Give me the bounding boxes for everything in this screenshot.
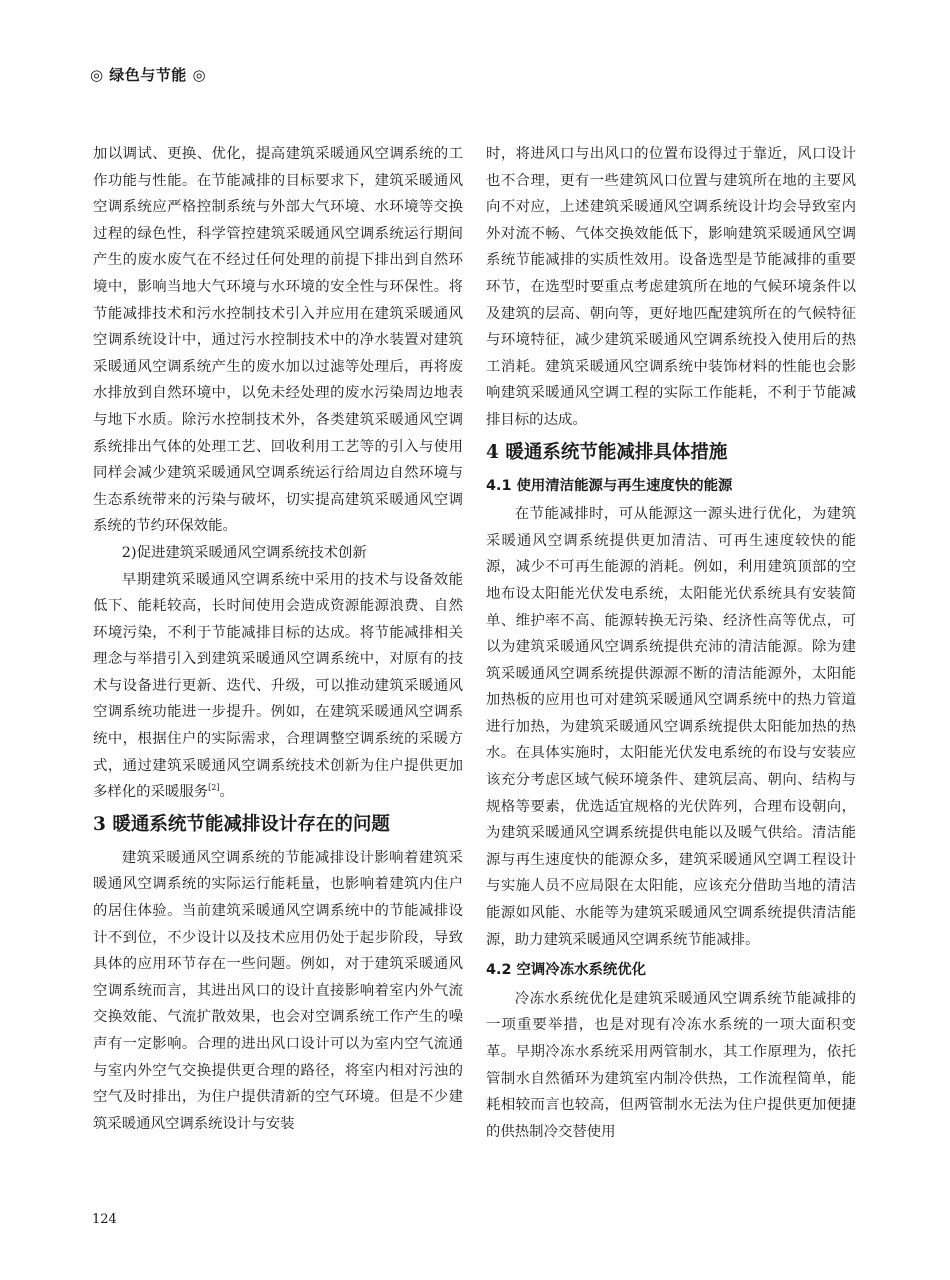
citation-ref[interactable]: [2] bbox=[208, 783, 220, 793]
paragraph-text: 早期建筑采暖通风空调系统中采用的技术与设备效能低下、能耗较高，长时间使用会造成资源能源浪费、自然环境污染，不利于节能减排目标的达成。将节能减排相关理念与举措引入到建筑采暖通风空调系统中，对原有的技术与设备进行更新、迭代、升级，可以推动建筑采暖通风空调系统功能进一步提升。例如，在建筑采暖通风空调系统中，根据住户的实际需求，合理调整空调系统的采暖方式，通过建筑采暖通风空调系统技术创新为住户提供更加多样化的采暖服务 bbox=[93, 571, 463, 801]
subsection-heading-4-1: 4.1 使用清洁能源与再生速度快的能源 bbox=[486, 477, 733, 494]
paragraph: 建筑采暖通风空调系统的节能减排设计影响着建筑采暖通风空调系统的实际运行能耗量，也影响着建筑内住户的居住体验。当前建筑采暖通风空调系统中的节能减排设计不到位，不少设计以及技术应用仍处于起步阶段，导致具体的应用环节存在一些问题。例如，对于建筑采暖通风空调系统而言，其进出风口的设计直接影响着室内外气流交换效能、气流扩散效果，也会对空调系统工作产生的噪声有一定影响。合理的进出风口设计可以为室内空气流通与室内外空气交换提供更合理的路径，将室内相对污浊的空气及时排出，为住户提供清新的空气环境。但是不少建筑采暖通风空调系统设计与安装 bbox=[93, 849, 463, 1132]
section-heading-4: 4 暖通系统节能减排具体措施 bbox=[486, 441, 728, 463]
subsection-heading-4-2: 4.2 空调冷冻水系统优化 bbox=[486, 962, 647, 979]
paragraph bbox=[93, 567, 463, 806]
section-heading-3: 3 暖通系统节能减排设计存在的问题 bbox=[93, 813, 390, 835]
paragraph: 时，将进风口与出风口的位置布设得过于靠近，风口设计也不合理，更有一些建筑风口位置与建筑所在地的主要风向不对应，上述建筑采暖通风空调系统设计均会导致室内外对流不畅、气体交换效能低下，影响建筑采暖通风空调系统节能减排的实质性效用。设备选型是节能减排的重要环节，在选型时要重点考虑建筑所在地的气候环境条件以及建筑的层高、朝向等，更好地匹配建筑所在的气候特征与环境特征，减少建筑采暖通风空调系统投入使用后的热工消耗。建筑采暖通风空调系统中装饰材料的性能也会影响建筑采暖通风空调工程的实际工作能耗，不利于节能减排目标的达成。 bbox=[486, 146, 856, 428]
page-number: 124 bbox=[92, 1212, 117, 1227]
paragraph: 在节能减排时，可从能源这一源头进行优化，为建筑采暖通风空调系统提供更加清洁、可再生速度较快的能源，减少不可再生能源的消耗。例如，利用建筑顶部的空地布设太阳能光伏发电系统，太阳能光伏系统具有安装简单、维护率不高、能源转换无污染、经济性高等优点，可以为建筑采暖通风空调系统提供充沛的清洁能源。除为建筑采暖通风空调系统提供源源不断的清洁能源外，太阳能加热板的应用也可对建筑采暖通风空调系统中的热力管道进行加热，为建筑采暖通风空调系统提供太阳能加热的热水。在具体实施时，太阳能光伏发电系统的布设与安装应该充分考虑区域气候环境条件、建筑层高、朝向、结构与规格等要素，优选适宜规格的光伏阵列，合理布设朝向，为建筑采暖通风空调系统提供电能以及暖气供给。清洁能源与再生速度快的能源众多，建筑采暖通风空调工程设计与实施人员不应局限在太阳能，应该充分借助当地的清洁能源如风能、水能等为建筑采暖通风空调系统提供清洁能源，助力建筑采暖通风空调系统节能减排。 bbox=[486, 506, 856, 948]
paragraph: 冷冻水系统优化是建筑采暖通风空调系统节能减排的一项重要举措，也是对现有冷冻水系统的一项大面积变革。早期冷冻水系统采用两管制水，其工作原理为，依托管制水自然循环为建筑室内制冷供热，工作流程简单，能耗相较而言也较高，但两管制水无法为住户提供更加便捷的供热制冷交替使用 bbox=[486, 990, 856, 1140]
left-column bbox=[93, 141, 463, 1137]
subheading-item: 2)促进建筑采暖通风空调系统技术创新 bbox=[121, 544, 367, 561]
paragraph-end: 。 bbox=[219, 784, 234, 801]
journal-section-header: ◎ 绿色与节能 ◎ bbox=[90, 66, 207, 84]
paragraph: 加以调试、更换、优化，提高建筑采暖通风空调系统的工作功能与性能。在节能减排的目标要求下，建筑采暖通风空调系统应严格控制系统与外部大气环境、水环境等交换过程的绿色性，科学管控建筑采暖通风空调系统运行期间产生的废水废气在不经过任何处理的前提下排出到自然环境中，影响当地大气环境与水环境的安全性与环保性。将节能减排技术和污水控制技术引入并应用在建筑采暖通风空调系统设计中，通过污水控制技术中的净水装置对建筑采暖通风空调系统产生的废水加以过滤等处理后，再将废水排放到自然环境中，以免未经处理的废水污染周边地表与地下水质。除污水控制技术外，各类建筑采暖通风空调系统排出气体的处理工艺、回收利用工艺等的引入与使用同样会减少建筑采暖通风空调系统运行给周边自然环境与生态系统带来的污染与破坏，切实提高建筑采暖通风空调系统的节约环保效能。 bbox=[93, 146, 463, 535]
right-column bbox=[486, 141, 856, 1145]
